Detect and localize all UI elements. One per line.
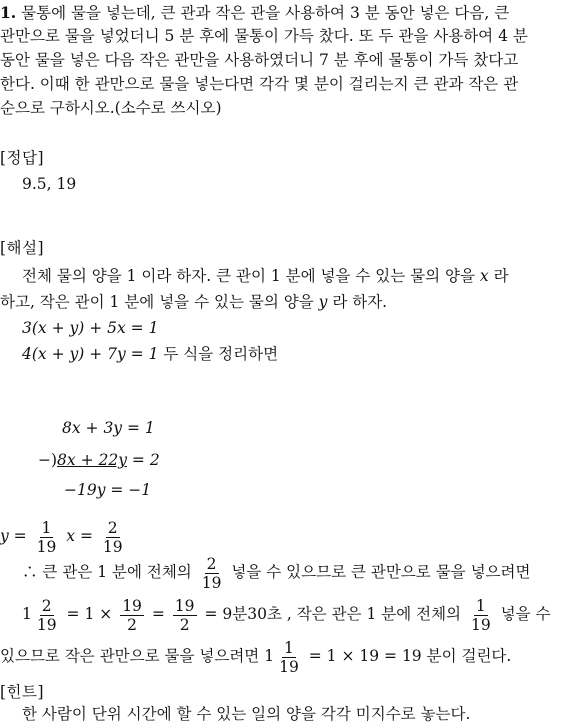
mixed-whole-2: 1	[264, 647, 275, 665]
mixed-fraction-2: $\frac{1}{19}$	[279, 638, 299, 676]
mixed-fraction-1: $\frac{2}{19}$	[36, 596, 57, 634]
problem-text-3: 동안 물을 넣은 다음 작은 관만을 사용하였더니 7 분 후에 물통이 가득 찼다고	[0, 51, 519, 69]
problem-text-5: 순으로 구하시오.(소수로 쓰시오)	[0, 99, 222, 117]
xy-values	[0, 518, 573, 556]
problem-text-4: 한다. 이때 한 관만으로 물을 넣는다면 각각 몇 분이 걸리는지 큰 관과 작은 관	[0, 75, 519, 93]
conclusion-eq-1: = 1 ×	[66, 605, 113, 623]
conclusion-line-1	[0, 554, 573, 592]
solution-text-2b: 라 하자.	[332, 293, 388, 311]
problem-line-1	[0, 0, 573, 26]
equation-2-line	[0, 342, 573, 367]
system-eq-2-line	[0, 448, 573, 473]
solution-line-2	[0, 290, 573, 315]
conclusion-line-3	[0, 638, 573, 676]
conclusion-line-2	[0, 596, 573, 634]
conclusion-text-3a: 있으므로 작은 관만으로 물을 넣으려면	[0, 647, 260, 665]
solution-text-2a: 하고, 작은 관이 1 분에 넣을 수 있는 물의 양을	[0, 293, 314, 311]
solution-heading: [해설]	[0, 239, 45, 257]
system-result: −19y = −1	[64, 481, 152, 499]
solution-line-1	[0, 264, 573, 289]
equation-2-note: 두 식을 정리하면	[163, 345, 279, 363]
answer-heading: [정답]	[0, 149, 45, 167]
conclusion-fraction-4: $\frac{1}{19}$	[470, 596, 491, 634]
answer-value: 9.5, 19	[22, 175, 77, 193]
conclusion-tail: 넣을 수	[500, 605, 551, 623]
solution-text-1a: 전체 물의 양을 1 이라 하자. 큰 관이 1 분에 넣을 수 있는 물의 양을	[22, 267, 475, 285]
system-eq-1: 8x + 3y = 1	[62, 419, 155, 437]
conclusion-eq-3: = 9분30초 , 작은 관은 1 분에 전체의	[204, 605, 462, 623]
system-eq-2: 8x + 22y	[57, 451, 127, 469]
system-eq-2-rhs: = 2	[131, 451, 160, 469]
mixed-whole-1: 1	[22, 605, 32, 623]
problem-text-1: 물통에 물을 넣는데, 큰 관과 작은 관을 사용하여 3 분 동안 넣은 다음, 큰	[21, 4, 510, 22]
hint-text: 한 사람이 단위 시간에 할 수 있는 일의 양을 각각 미지수로 놓는다.	[22, 705, 471, 723]
x-label: x =	[66, 527, 93, 545]
y-fraction: $\frac{1}{19}$	[36, 518, 57, 556]
conclusion-eq-2: =	[151, 605, 165, 623]
conclusion-fraction-2: $\frac{19}{2}$	[122, 596, 142, 634]
problem-number: 1.	[0, 3, 17, 22]
y-label: y =	[0, 527, 27, 545]
conclusion-text-3b: = 1 × 19 = 19 분이 걸린다.	[308, 647, 512, 665]
conclusion-fraction-3: $\frac{19}{2}$	[174, 596, 195, 634]
conclusion-text-1a: ∴ 큰 관은 1 분에 전체의	[22, 563, 192, 581]
system-subtract-sign: −)	[38, 451, 58, 469]
equation-1: 3(x + y) + 5x = 1	[22, 319, 159, 337]
solution-text-1b: 라	[493, 267, 509, 285]
var-y: y	[318, 293, 328, 311]
var-x: x	[479, 267, 489, 285]
conclusion-text-1b: 넣을 수 있으므로 큰 관만으로 물을 넣으려면	[231, 563, 531, 581]
hint-heading: [힌트]	[0, 683, 45, 701]
conclusion-fraction-1: $\frac{2}{19}$	[201, 554, 222, 592]
equation-2: 4(x + y) + 7y = 1	[22, 345, 159, 363]
x-fraction: $\frac{2}{19}$	[102, 518, 123, 556]
problem-text-2: 관만으로 물을 넣었더니 5 분 후에 물통이 가득 찼다. 또 두 관을 사용하여 4 분	[0, 27, 528, 45]
